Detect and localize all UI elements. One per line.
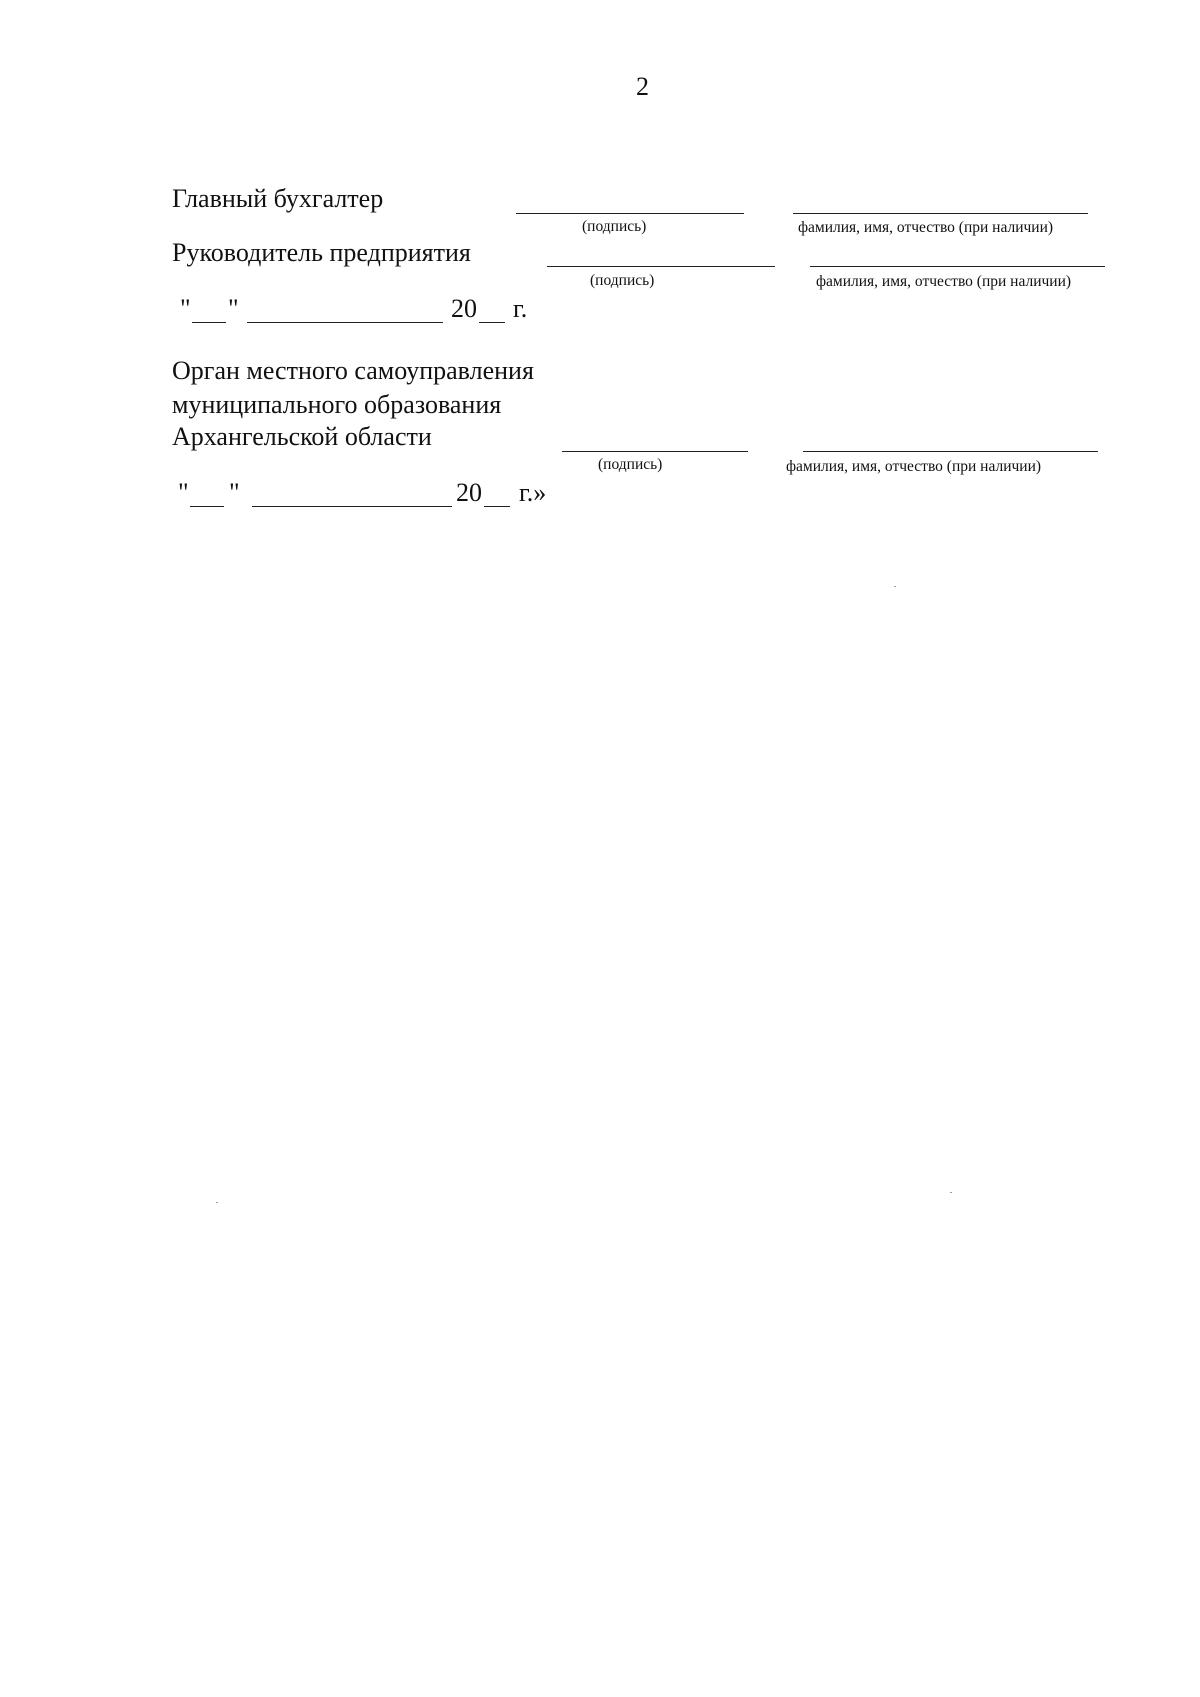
- year-suffix: г.: [513, 294, 528, 323]
- year-prefix: 20: [456, 478, 482, 507]
- day-blank-line: [192, 322, 226, 323]
- chief-accountant-signature-caption: (подпись): [582, 218, 647, 235]
- date-quote-open: ": [180, 294, 191, 323]
- day-blank-line: [190, 506, 224, 507]
- month-blank-line: [252, 506, 452, 507]
- scan-speck: [894, 586, 896, 587]
- scan-speck: [216, 1202, 218, 1203]
- chief-accountant-name-caption: фамилия, имя, отчество (при наличии): [798, 219, 1054, 236]
- authority-signature-line: [562, 451, 748, 452]
- head-name-line: [810, 266, 1105, 267]
- authority-label-line3: Архангельской области: [172, 422, 432, 451]
- authority-name-line: [803, 451, 1098, 452]
- year-prefix: 20: [451, 294, 477, 323]
- year-blank-line: [479, 322, 505, 323]
- authority-name-caption: фамилия, имя, отчество (при наличии): [786, 458, 1042, 475]
- chief-accountant-label: Главный бухгалтер: [172, 184, 384, 213]
- date-quote-close: ": [228, 294, 239, 323]
- authority-signature-caption: (подпись): [598, 456, 663, 473]
- year-suffix: г.»: [519, 478, 547, 507]
- page-number: 2: [636, 72, 649, 101]
- head-signature-caption: (подпись): [590, 272, 655, 289]
- month-blank-line: [247, 322, 443, 323]
- date-quote-open: ": [178, 478, 189, 507]
- authority-label-line1: Орган местного самоуправления: [172, 356, 534, 385]
- scan-speck: [950, 1192, 952, 1193]
- date-row-1: [172, 296, 552, 326]
- authority-label-line2: муниципального образования: [172, 390, 502, 419]
- chief-accountant-name-line: [793, 213, 1088, 214]
- head-name-caption: фамилия, имя, отчество (при наличии): [816, 273, 1072, 290]
- head-signature-line: [547, 266, 775, 267]
- date-row-2: [172, 480, 572, 510]
- year-blank-line: [484, 506, 510, 507]
- chief-accountant-signature-line: [516, 213, 744, 214]
- date-quote-close: ": [229, 478, 240, 507]
- head-of-enterprise-label: Руководитель предприятия: [172, 238, 471, 267]
